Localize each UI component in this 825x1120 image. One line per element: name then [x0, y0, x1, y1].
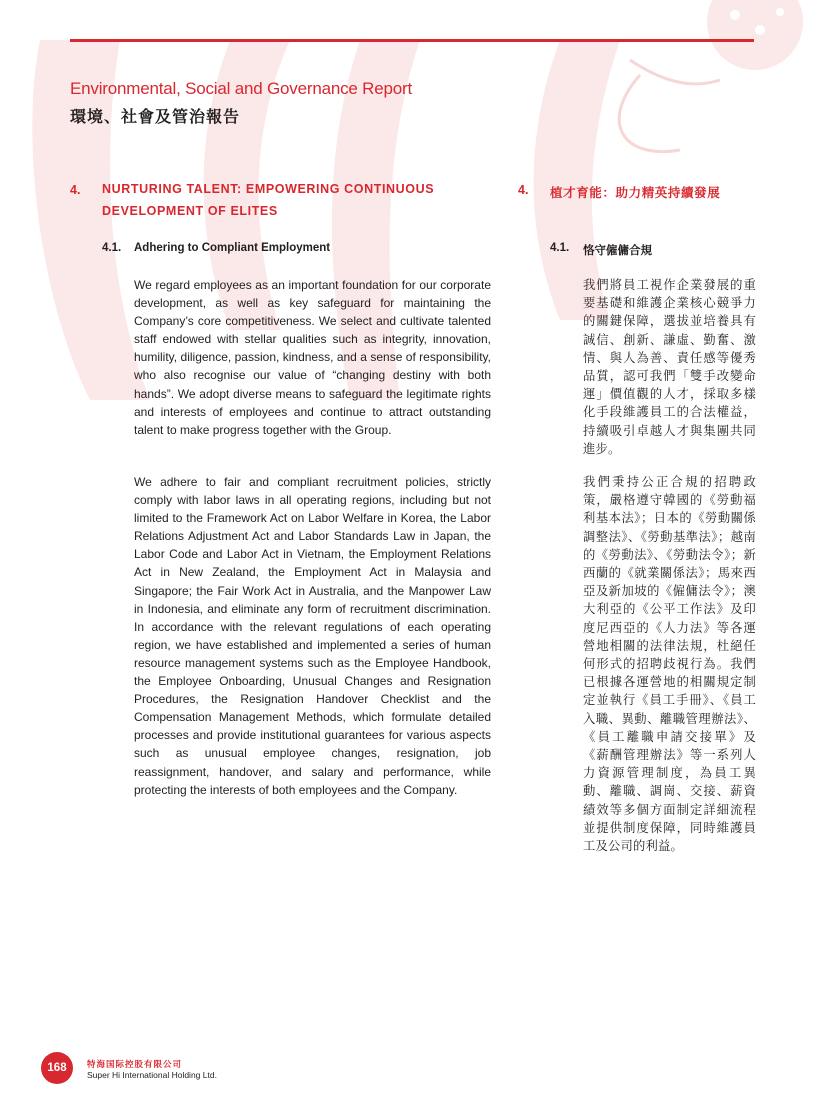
paragraph-cn-1: 我們將員工視作企業發展的重要基礎和維護企業核心競爭力的關鍵保障，選拔並培養具有誠信、創新、謙虛、勤奮、激情、與人為善、責任感等優秀品質，認可我們「雙手改變命運」價值觀的人才，採取多樣化手段維護員工的合法權益，持續吸引卓越人才與集團共同進步。: [583, 278, 756, 456]
paragraph-cn-2: 我們秉持公正合規的招聘政策，嚴格遵守韓國的《勞動福利基本法》；日本的《勞動關係調整法》、《勞動基準法》；越南的《勞動法》、《勞動法令》；新西蘭的《就業關係法》；馬來西亞及新加坡的《僱傭法令》；澳大利亞的《公平工作法》及印度尼西亞的《人力法》等各運營地相關的法律法規，杜絕任何形式的招聘歧視行為。我們已根據各運營地的相關規定制定並執行《員工手冊》、《員工入職、異動、離職管理辦法》、《員工離職申請交接單》及《薪酬管理辦法》等一系列人力資源管理制度，為員工異動、離職、調崗、交接、薪資績效等多個方面制定詳細流程並提供制度保障，同時維護員工及公司的利益。: [583, 475, 756, 854]
page-number-badge: [41, 1052, 73, 1084]
section-number-cn: 4.: [518, 183, 529, 197]
paragraph-en-1: We regard employees as an important foundation for our corporate development, as well as key safeguard for maintaining the Company’s core competitiveness. We select and cultivate talented staff endowed with stellar qualities such as integrity, innovation, humility, diligence, passion, kindness, and a sense of responsibility, who also recognise our value of “changing destiny with both hands”. We adopt diverse means to safeguard the legitimate rights and interests of employees and continue to attract outstanding talent to make progress together with the Group.: [134, 278, 491, 437]
paragraph-en-2: We adhere to fair and compliant recruitment policies, strictly comply with labor laws in all operating regions, including but not limited to the Framework Act on Labor Welfare in Korea, the Labor Relations Adjustment Act and Labor Standards Law in Japan, the Labor Code and Labor Act in Vietnam, the Employment Relations Act in New Zealand, the Employment Act in Malaysia and Singapore; the Fair Work Act in Australia, and the Manpower Law in Indonesia, and eliminate any form of recruitment discrimination. In accordance with the relevant regulations of each operating region, we have established and implemented a series of human resource management systems such as the Employee Handbook, the Employee Onboarding, Unusual Changes and Resignation Procedures, the Resignation Handover Checklist and the Compensation Management Methods, which formulate detailed processes and provide institutional guarantees for various aspects such as unusual employee changes, resignation, job reassignment, handover, and salary and performance, while protecting the interests of both employees and the Company.: [134, 475, 491, 797]
subsection-number-en: 4.1.: [102, 242, 122, 254]
section-title-en: NURTURING TALENT: EMPOWERING CONTINUOUS DEVELOPMENT OF ELITES: [102, 182, 435, 218]
section-number-en: 4.: [70, 183, 81, 197]
company-name-cn: 特海国际控股有限公司: [87, 1059, 183, 1069]
subsection-title-cn: 恪守僱傭合規: [583, 245, 652, 257]
report-title-cn: 環境、社會及管治報告: [70, 109, 241, 126]
subsection-title-en: Adhering to Compliant Employment: [134, 242, 331, 254]
report-title: Environmental, Social and Governance Report: [70, 79, 412, 98]
company-name-en: Super Hi International Holding Ltd.: [87, 1070, 217, 1080]
top-rule: [70, 39, 754, 42]
page-number: 168: [47, 1062, 67, 1074]
section-title-cn: 植才育能：助力精英持續發展: [550, 186, 721, 200]
subsection-number-cn: 4.1.: [550, 242, 570, 254]
